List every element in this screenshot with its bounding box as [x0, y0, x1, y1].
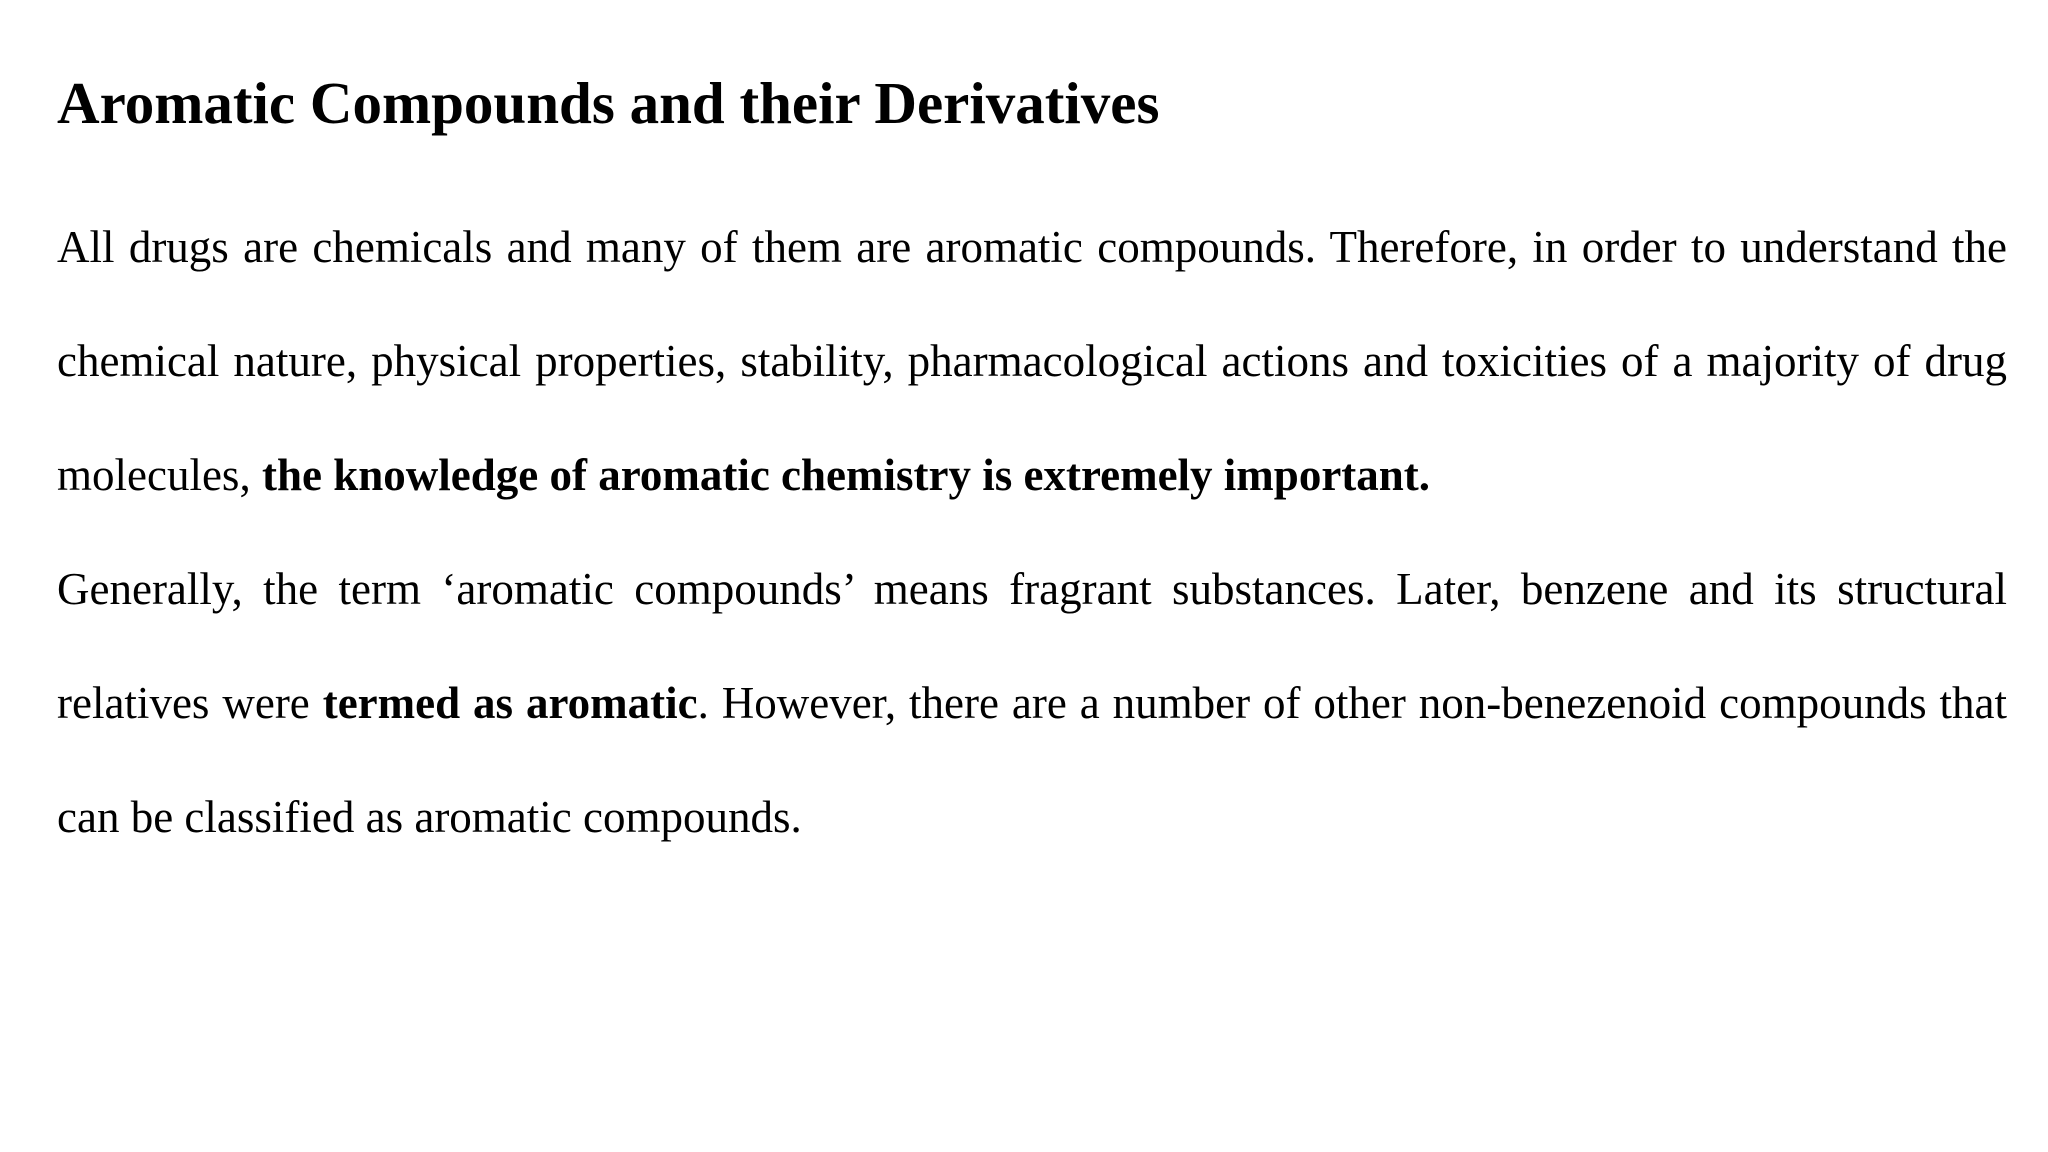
- paragraph-intro-emphasis: the knowledge of aromatic chemistry is extremely important.: [261, 450, 1431, 500]
- paragraph-definition-text-after: . However, there are a number of other non-benezenoid compounds that can be classified as aromatic compounds.: [57, 678, 2007, 842]
- paragraph-definition: [57, 532, 2007, 874]
- paragraph-definition-text-before: Generally, the term ‘aromatic compounds’ means fragrant substances. Later, benzene and its structural relatives were: [57, 564, 2007, 728]
- page-title: Aromatic Compounds and their Derivatives: [57, 70, 1160, 136]
- paragraph-intro: [57, 190, 2007, 532]
- paragraph-intro-text: All drugs are chemicals and many of them are aromatic compounds. Therefore, in order to understand the chemical nature, physical properties, stability, pharmacological actions and toxicities of a majority of drug molecules,: [57, 222, 2007, 500]
- paragraph-definition-emphasis: termed as aromatic: [322, 678, 698, 728]
